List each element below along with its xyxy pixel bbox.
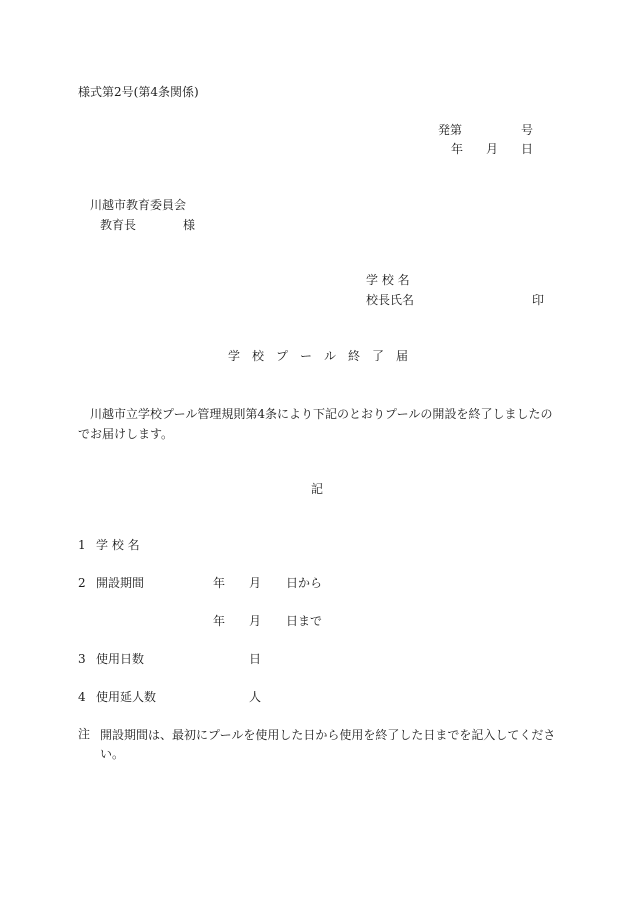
item-days-number: 3 <box>78 652 86 666</box>
body-text: 川越市立学校プール管理規則第4条により下記のとおりプールの開設を終了しましたのでお届けします。 <box>78 407 553 441</box>
item-users-number: 4 <box>78 690 86 704</box>
recipient-honorific: 様 <box>183 218 196 232</box>
date-month: 月 <box>486 142 499 156</box>
period-to-day: 日まで <box>286 614 323 628</box>
recipient-organization: 川越市教育委員会 <box>90 198 187 212</box>
item-school-label: 学 校 名 <box>96 538 140 552</box>
item-school-number: 1 <box>78 538 86 552</box>
period-from-month: 月 <box>249 576 262 590</box>
item-days-unit: 日 <box>249 652 262 666</box>
period-from-year: 年 <box>213 576 226 590</box>
note-prefix: 注 <box>78 727 91 741</box>
item-days-label: 使用日数 <box>96 652 145 666</box>
document-title: 学 校 プ ー ル 終 了 届 <box>228 349 409 363</box>
date-day: 日 <box>521 142 534 156</box>
item-users-unit: 人 <box>249 690 262 704</box>
issue-number-suffix: 号 <box>521 123 534 137</box>
item-period-number: 2 <box>78 576 86 590</box>
seal-mark: 印 <box>532 293 545 307</box>
form-label: 様式第2号(第4条関係) <box>78 85 199 99</box>
item-users-label: 使用延人数 <box>96 690 157 704</box>
period-to-month: 月 <box>249 614 262 628</box>
issue-number-prefix: 発第 <box>438 123 463 137</box>
period-from-day: 日から <box>286 576 323 590</box>
sender-school-name-label: 学 校 名 <box>366 273 410 287</box>
item-period-label: 開設期間 <box>96 576 145 590</box>
ki-mark: 記 <box>311 482 324 496</box>
note-text: 開設期間は、最初にプールを使用した日から使用を終了した日までを記入してください。 <box>100 728 556 761</box>
sender-principal-label: 校長氏名 <box>366 293 415 307</box>
date-year: 年 <box>451 142 464 156</box>
period-to-year: 年 <box>213 614 226 628</box>
recipient-title: 教育長 <box>100 218 137 232</box>
